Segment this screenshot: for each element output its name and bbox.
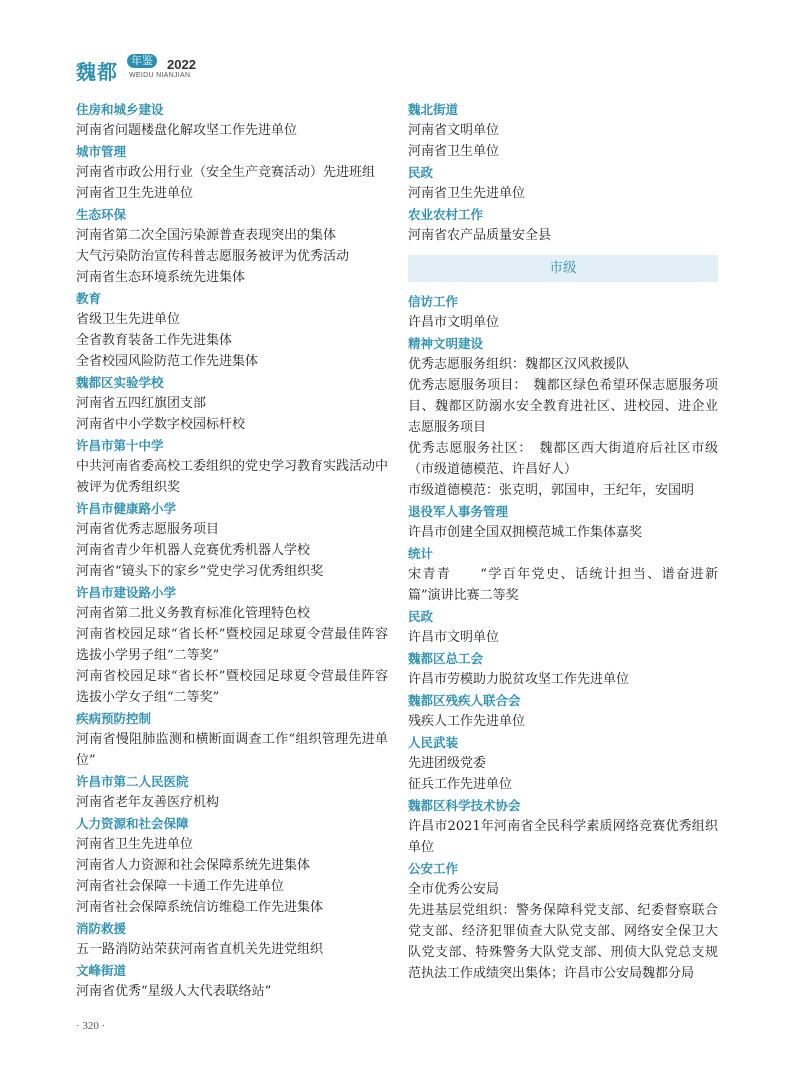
award-entry: 河南省农产品质量安全县 bbox=[408, 228, 552, 243]
award-entry: 中共河南省委高校工委组织的党史学习教育实践活动中被评为优秀组织奖 bbox=[76, 459, 389, 495]
section-heading: 民政 bbox=[408, 165, 434, 180]
page-number: · 320 · bbox=[76, 1020, 106, 1032]
section-heading: 住房和城乡建设 bbox=[76, 102, 164, 117]
section-heading: 统计 bbox=[408, 546, 434, 561]
award-entry: 河南省第二次全国污染源普查表现突出的集体 bbox=[76, 228, 337, 243]
section-heading: 魏北街道 bbox=[408, 102, 459, 117]
section-heading: 民政 bbox=[408, 609, 434, 624]
award-entry: 优秀志愿服务社区： 魏都区西大街道府后社区市级（市级道德模范、许昌好人） bbox=[408, 441, 718, 477]
logo-year: 2022 bbox=[167, 57, 196, 72]
award-entry: 许昌市文明单位 bbox=[408, 315, 500, 330]
award-entry: 河南省社会保障系统信访维稳工作先进集体 bbox=[76, 900, 324, 915]
section-heading: 魏都区实验学校 bbox=[76, 375, 164, 390]
award-entry: 全省教育装备工作先进集体 bbox=[76, 333, 233, 348]
award-entry: 河南省校园足球“省长杯”暨校园足球夏令营最佳阵容选拔小学男子组“二等奖” bbox=[76, 627, 388, 663]
award-entry: 河南省优秀“星级人大代表联络站” bbox=[76, 984, 272, 999]
left-column bbox=[76, 99, 388, 1002]
logo-subtitle: WEIDU NIANJIAN bbox=[129, 72, 191, 79]
section-heading: 退役军人事务管理 bbox=[408, 504, 509, 519]
section-heading: 魏都区残疾人联合会 bbox=[408, 693, 521, 708]
section-heading: 文峰街道 bbox=[76, 963, 127, 978]
section-heading: 城市管理 bbox=[76, 144, 127, 159]
award-entry: 全市优秀公安局 bbox=[408, 882, 500, 897]
award-entry: 许昌市创建全国双拥模范城工作集体嘉奖 bbox=[408, 525, 643, 540]
logo-badge: 年鉴 bbox=[127, 54, 157, 68]
award-entry: 河南省市政公用行业（安全生产竞赛活动）先进班组 bbox=[76, 165, 376, 180]
award-entry: 优秀志愿服务组织：魏都区汉风救援队 bbox=[408, 357, 630, 372]
award-entry: 河南省慢阻肺监测和横断面调查工作“组织管理先进单位” bbox=[76, 732, 388, 768]
award-entry: 五一路消防站荣获河南省直机关先进党组织 bbox=[76, 942, 324, 957]
award-entry: 河南省第二批义务教育标准化管理特色校 bbox=[76, 606, 311, 621]
section-heading: 信访工作 bbox=[408, 294, 459, 309]
award-entry: 河南省卫生先进单位 bbox=[408, 186, 526, 201]
award-entry: 河南省“镜头下的家乡”党史学习优秀组织奖 bbox=[76, 564, 324, 579]
award-entry: 省级卫生先进单位 bbox=[76, 312, 181, 327]
award-entry: 河南省青少年机器人竞赛优秀机器人学校 bbox=[76, 543, 311, 558]
section-heading: 许昌市健康路小学 bbox=[76, 501, 177, 516]
award-entry: 河南省卫生单位 bbox=[408, 144, 500, 159]
yearbook-logo bbox=[76, 52, 226, 88]
section-heading: 教育 bbox=[76, 291, 102, 306]
section-heading: 生态环保 bbox=[76, 207, 127, 222]
level-banner: 市级 bbox=[408, 255, 718, 282]
award-entry: 河南省校园足球“省长杯”暨校园足球夏令营最佳阵容选拔小学女子组“二等奖” bbox=[76, 669, 388, 705]
award-entry: 残疾人工作先进单位 bbox=[408, 714, 526, 729]
award-entry: 全省校园风险防范工作先进集体 bbox=[76, 354, 259, 369]
section-heading: 许昌市第二人民医院 bbox=[76, 774, 189, 789]
section-heading: 农业农村工作 bbox=[408, 207, 484, 222]
section-heading: 消防救援 bbox=[76, 921, 127, 936]
section-heading: 疾病预防控制 bbox=[76, 711, 152, 726]
award-entry: 河南省文明单位 bbox=[408, 123, 500, 138]
award-entry: 先进基层党组织：警务保障科党支部、纪委督察联合党支部、经济犯罪侦查大队党支部、网络安全保卫大队党支部、特殊警务大队党支部、刑侦大队党总支规范执法工作成绩突出集体；许昌市公安局魏都分局 bbox=[408, 903, 718, 981]
logo-title: 魏都 bbox=[76, 60, 118, 84]
right-column bbox=[408, 99, 718, 984]
award-entry: 河南省优秀志愿服务项目 bbox=[76, 522, 220, 537]
award-entry: 许昌市劳模助力脱贫攻坚工作先进单位 bbox=[408, 672, 630, 687]
award-entry: 河南省问题楼盘化解攻坚工作先进单位 bbox=[76, 123, 298, 138]
award-entry: 河南省社会保障一卡通工作先进单位 bbox=[76, 879, 285, 894]
award-entry: 河南省卫生先进单位 bbox=[76, 837, 194, 852]
award-entry: 许昌市2021年河南省全民科学素质网络竞赛优秀组织单位 bbox=[408, 819, 718, 855]
section-heading: 魏都区科学技术协会 bbox=[408, 798, 521, 813]
award-entry: 大气污染防治宣传科普志愿服务被评为优秀活动 bbox=[76, 249, 350, 264]
award-entry: 河南省老年友善医疗机构 bbox=[76, 795, 220, 810]
section-heading: 人民武装 bbox=[408, 735, 459, 750]
section-heading: 公安工作 bbox=[408, 861, 459, 876]
section-heading: 魏都区总工会 bbox=[408, 651, 484, 666]
award-entry: 优秀志愿服务项目： 魏都区绿色希望环保志愿服务项目、魏都区防溺水安全教育进社区、进校园、进企业志愿服务项目 bbox=[408, 378, 718, 435]
award-entry: 河南省人力资源和社会保障系统先进集体 bbox=[76, 858, 311, 873]
award-entry: 河南省生态环境系统先进集体 bbox=[76, 270, 246, 285]
section-heading: 许昌市建设路小学 bbox=[76, 585, 177, 600]
section-heading: 人力资源和社会保障 bbox=[76, 816, 189, 831]
section-heading: 精神文明建设 bbox=[408, 336, 484, 351]
award-entry: 先进团级党委 bbox=[408, 756, 487, 771]
award-entry: 许昌市文明单位 bbox=[408, 630, 500, 645]
award-entry: 河南省卫生先进单位 bbox=[76, 186, 194, 201]
award-entry: 征兵工作先进单位 bbox=[408, 777, 513, 792]
award-entry: 河南省中小学数字校园标杆校 bbox=[76, 417, 246, 432]
award-entry: 市级道德模范：张克明，郭国申，王纪年，安国明 bbox=[408, 483, 695, 498]
award-entry: 河南省五四红旗团支部 bbox=[76, 396, 207, 411]
section-heading: 许昌市第十中学 bbox=[76, 438, 164, 453]
award-entry: 宋青青 “学百年党史、话统计担当、谱奋进新篇”演讲比赛二等奖 bbox=[408, 567, 718, 603]
